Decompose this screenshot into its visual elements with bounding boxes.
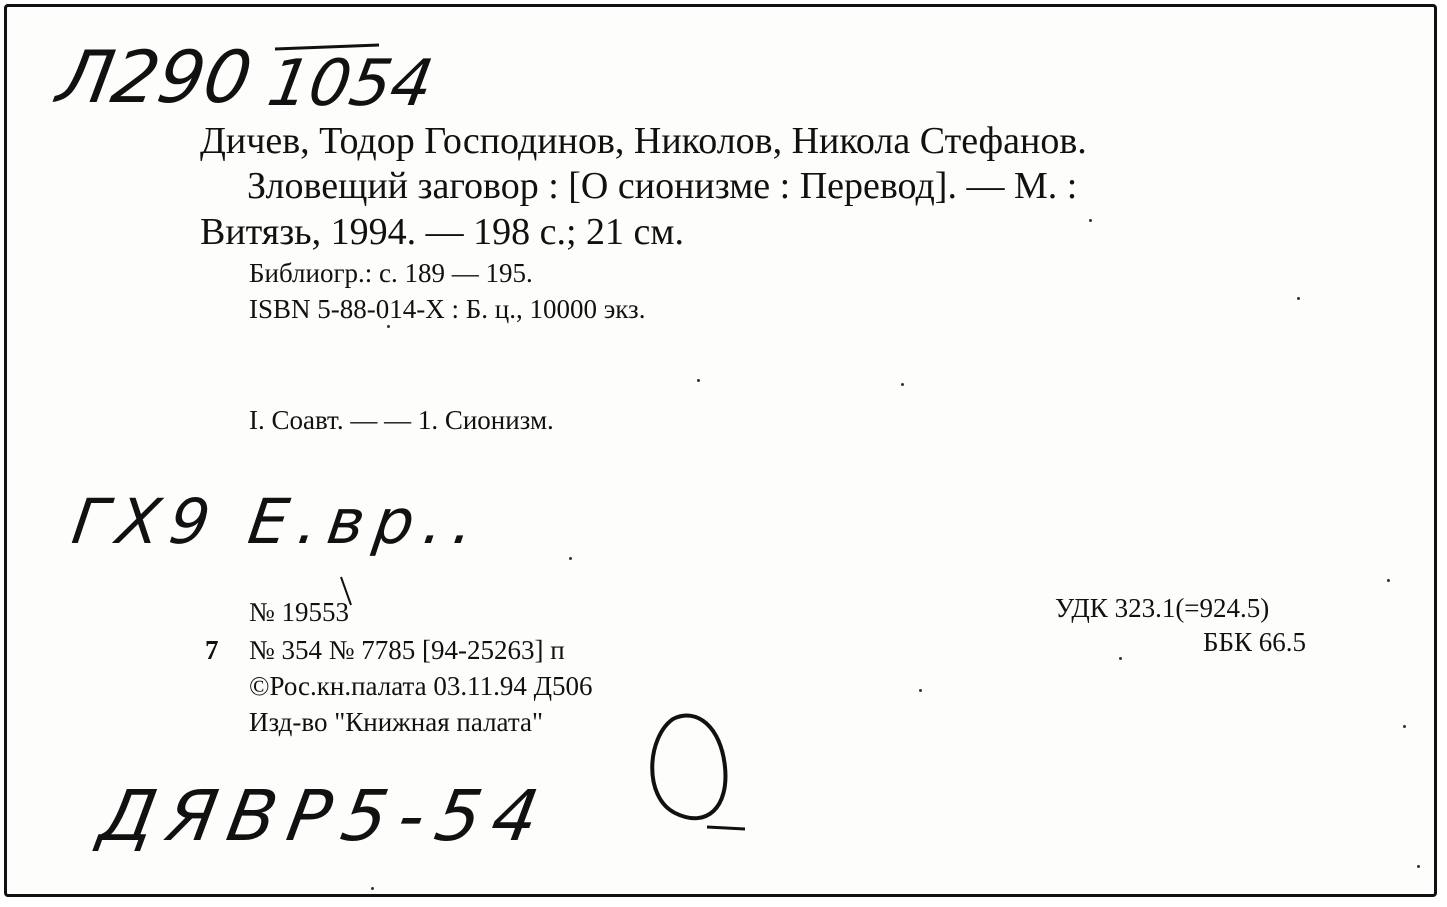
speck (1387, 579, 1390, 582)
bbk-code: ББК 66.5 (1203, 627, 1307, 657)
handwritten-call-number-suffix: 1054 (262, 47, 439, 121)
record-number: № 19553 (249, 597, 350, 627)
speck (1417, 865, 1420, 868)
record-line-prefix: 7 (205, 635, 219, 665)
subject-headings: I. Соавт. — — 1. Сионизм. (249, 405, 554, 435)
speck (697, 379, 700, 382)
record-line-2: № 354 № 7785 [94-25263] п (249, 635, 565, 665)
isbn-line: ISBN 5-88-014-Х : Б. ц., 10000 экз. (249, 294, 646, 324)
speck (569, 557, 572, 560)
hand-drawn-marks (7, 7, 1434, 894)
record-line-4: Изд-во "Книжная палата" (249, 707, 543, 737)
author-line: Дичев, Тодор Господинов, Николов, Никола Стефанов. (200, 120, 1087, 162)
publisher-line: Витязь, 1994. — 198 с.; 21 см. (200, 211, 684, 253)
handwritten-classification: ГХ9 Е.вр.. (67, 485, 489, 558)
speck (919, 689, 922, 692)
speck (371, 887, 374, 890)
speck (901, 383, 904, 386)
bibliography-note: Библиогр.: с. 189 — 195. (249, 258, 533, 288)
speck (1403, 725, 1406, 728)
title-line: Зловещий заговор : [О сионизме : Перевод]. — М. : (247, 165, 1078, 207)
speck (1089, 219, 1092, 222)
udk-code: УДК 323.1(=924.5) (1055, 593, 1270, 623)
catalog-card (4, 4, 1437, 897)
speck (387, 325, 390, 328)
speck (1119, 657, 1122, 660)
handwritten-call-number: Л290 (51, 35, 258, 119)
record-line-3: ©Рос.кн.палата 03.11.94 Д506 (249, 671, 593, 701)
speck (1297, 297, 1300, 300)
handwritten-inventory-code: ДЯВР5-54 (93, 775, 557, 857)
